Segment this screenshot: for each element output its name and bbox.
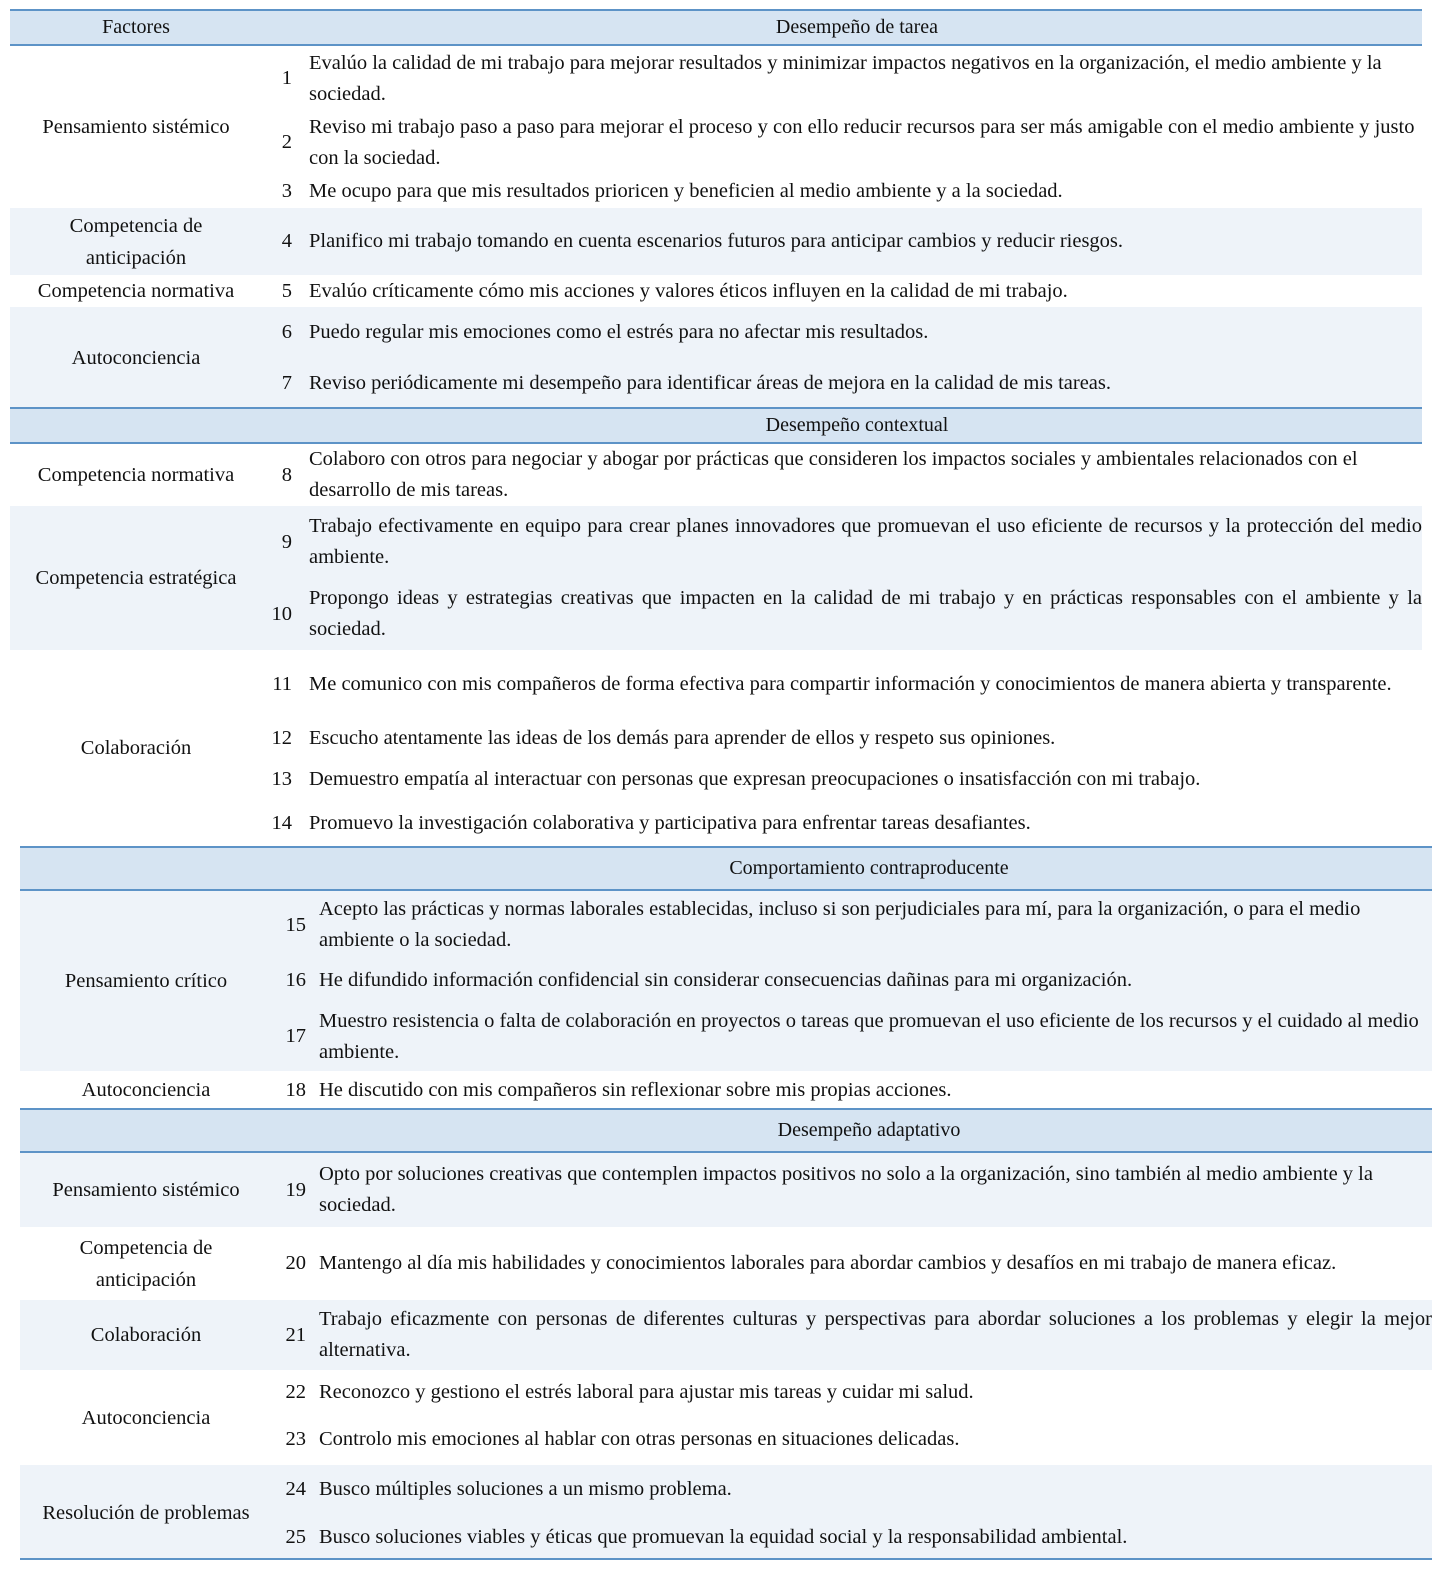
item-number: 25 <box>285 1525 306 1548</box>
item-number: 12 <box>271 726 292 749</box>
factor-label: Competencia de anticipación <box>79 1236 213 1291</box>
factor-label: Colaboración <box>80 737 192 759</box>
item-number: 1 <box>281 67 292 89</box>
item-number: 24 <box>285 1478 306 1500</box>
item-text: Puedo regular mis emociones como el estrés para no afectar mis resultados. <box>309 321 929 343</box>
factor-group-competencia-estrategica <box>10 506 1422 650</box>
item-number: 23 <box>285 1428 306 1450</box>
item-number: 21 <box>285 1323 306 1346</box>
section-title: Desempeño adaptativo <box>777 1119 961 1141</box>
factor-group-competencia-normativa <box>10 275 1422 307</box>
item-text: He difundido información confidencial sin considerar consecuencias dañinas para mi organización. <box>319 969 1133 991</box>
factor-label: Competencia estratégica <box>35 567 237 589</box>
factor-group-autoconciencia <box>10 307 1422 408</box>
item-text: Busco múltiples soluciones a un mismo problema. <box>319 1478 732 1500</box>
item-row <box>272 1514 1432 1560</box>
item-number: 18 <box>285 1078 306 1101</box>
item-row <box>272 1002 1432 1071</box>
item-text: Opto por soluciones creativas que contemplen impactos positivos no solo a la organización, sino también al medio ambiente y la sociedad. <box>319 1163 1373 1216</box>
item-text: Controlo mis emociones al hablar con otras personas en situaciones delicadas. <box>319 1428 960 1450</box>
item-text: Muestro resistencia o falta de colaboración en proyectos o tareas que promuevan el uso eficiente de los recursos y el cuidado al medio ambiente. <box>319 1009 1419 1063</box>
item-row <box>262 758 1422 800</box>
factor-group-autoconciencia <box>20 1370 1432 1465</box>
section-header <box>20 1108 1432 1153</box>
item-text: Trabajo efectivamente en equipo para crear planes innovadores que promuevan el uso eficiente de recursos y la protección del medio ambiente. <box>309 515 1422 568</box>
factors-header: Factores <box>102 16 170 38</box>
item-text: Reviso mi trabajo paso a paso para mejorar el proceso y con ello reducir recursos para ser más amigable con el medio ambiente y justo con la sociedad. <box>309 115 1415 169</box>
factor-label: Autoconciencia <box>81 1406 211 1429</box>
item-number: 19 <box>285 1178 306 1201</box>
item-number: 3 <box>281 179 292 202</box>
item-row <box>262 275 1422 307</box>
factor-group-resolucion-de-problemas <box>20 1465 1432 1560</box>
section-title: Desempeño de tarea <box>775 16 939 38</box>
factor-label: Pensamiento crítico <box>64 970 228 992</box>
item-row <box>262 174 1422 208</box>
item-number: 16 <box>285 969 306 991</box>
item-text: Evalúo críticamente cómo mis acciones y valores éticos influyen en la calidad de mi trabajo. <box>309 279 1068 302</box>
table-bottom-rule <box>20 1558 1432 1560</box>
item-row <box>262 650 1422 718</box>
item-row <box>272 1414 1432 1465</box>
item-row <box>262 46 1422 111</box>
factor-label: Competencia normativa <box>37 464 235 486</box>
factor-label: Competencia normativa <box>37 280 235 302</box>
item-row <box>272 1370 1432 1414</box>
item-row <box>272 1227 1432 1300</box>
item-text: Mantengo al día mis habilidades y conocimientos laborales para abordar cambios y desafíos en mi trabajo de manera eficaz. <box>319 1252 1337 1274</box>
item-row <box>272 1300 1432 1370</box>
factor-group-colaboracion <box>20 1300 1432 1370</box>
section-title: Comportamiento contraproducente <box>729 857 1009 879</box>
item-number: 4 <box>281 230 292 252</box>
item-number: 10 <box>271 602 292 625</box>
item-number: 15 <box>285 913 306 936</box>
item-row <box>262 578 1422 650</box>
item-text: Propongo ideas y estrategias creativas que impacten en la calidad de mi trabajo y en prácticas responsables con el ambiente y la sociedad. <box>309 587 1422 640</box>
factor-label: Autoconciencia <box>81 1079 211 1101</box>
item-row <box>262 718 1422 758</box>
item-text: Reviso periódicamente mi desempeño para identificar áreas de mejora en la calidad de mis tareas. <box>309 371 1112 394</box>
item-text: Promuevo la investigación colaborativa y participativa para enfrentar tareas desafiantes. <box>309 811 1031 834</box>
item-number: 20 <box>285 1252 306 1274</box>
item-text: Trabajo eficazmente con personas de diferentes culturas y perspectivas para abordar soluciones a los problemas y elegir la mejor alternativa. <box>319 1308 1432 1361</box>
item-number: 5 <box>281 279 292 302</box>
section-header <box>20 846 1432 891</box>
item-number: 13 <box>271 767 292 790</box>
item-number: 14 <box>271 811 292 834</box>
item-row <box>272 959 1432 1002</box>
factor-group-pensamiento-sistemico <box>10 46 1422 208</box>
factor-group-autoconciencia <box>20 1071 1432 1109</box>
item-row <box>262 307 1422 358</box>
item-text: Demuestro empatía al interactuar con personas que expresan preocupaciones o insatisfacción con mi trabajo. <box>309 767 1201 790</box>
factor-label: Colaboración <box>90 1324 202 1346</box>
item-number: 6 <box>281 321 292 343</box>
factor-label: Competencia de anticipación <box>69 214 203 269</box>
item-number: 11 <box>272 672 292 695</box>
item-row <box>262 358 1422 408</box>
item-number: 9 <box>281 530 292 553</box>
section-title: Desempeño contextual <box>765 414 949 436</box>
factor-group-competencia-de-anticipacion <box>20 1227 1432 1300</box>
item-text: Evalúo la calidad de mi trabajo para mejorar resultados y minimizar impactos negativos en la organización, el medio ambiente y la sociedad. <box>309 51 1382 105</box>
section-header <box>10 9 1422 46</box>
item-row <box>262 111 1422 174</box>
item-row <box>262 800 1422 846</box>
item-number: 22 <box>285 1380 306 1403</box>
item-number: 17 <box>285 1025 306 1047</box>
item-text: Planifico mi trabajo tomando en cuenta escenarios futuros para anticipar cambios y reducir riesgos. <box>309 230 1124 252</box>
item-row <box>272 891 1432 959</box>
item-text: Me comunico con mis compañeros de forma efectiva para compartir información y conocimientos de manera abierta y transparente. <box>309 672 1392 695</box>
section-header <box>10 407 1422 444</box>
item-text: Colaboro con otros para negociar y abogar por prácticas que consideren los impactos sociales y ambientales relacionados con el desarrollo de mis tareas. <box>309 448 1358 501</box>
item-text: Me ocupo para que mis resultados prioricen y beneficien al medio ambiente y a la sociedad. <box>309 179 1063 202</box>
item-number: 2 <box>281 131 292 153</box>
factor-group-competencia-normativa <box>10 444 1422 506</box>
item-row <box>262 506 1422 578</box>
item-row <box>272 1071 1432 1109</box>
item-row <box>272 1153 1432 1227</box>
item-number: 8 <box>281 463 292 486</box>
item-text: He discutido con mis compañeros sin reflexionar sobre mis propias acciones. <box>319 1078 952 1101</box>
factor-label: Resolución de problemas <box>42 1501 250 1524</box>
item-text: Busco soluciones viables y éticas que promuevan la equidad social y la responsabilidad ambiental. <box>319 1525 1128 1548</box>
factor-group-pensamiento-sistemico <box>20 1153 1432 1227</box>
factor-label: Pensamiento sistémico <box>52 1179 240 1201</box>
item-text: Acepto las prácticas y normas laborales establecidas, incluso si son perjudiciales para mí, para la organización, o para el medio ambiente o la sociedad. <box>319 898 1361 951</box>
item-number: 7 <box>281 371 292 394</box>
item-row <box>272 1465 1432 1514</box>
item-row <box>262 208 1422 275</box>
factor-group-colaboracion <box>10 650 1422 846</box>
factor-group-competencia-de-anticipacion <box>10 208 1422 275</box>
factor-label: Autoconciencia <box>71 346 201 369</box>
item-text: Escucho atentamente las ideas de los demás para aprender de ellos y respeto sus opiniones. <box>309 726 1056 749</box>
item-row <box>262 444 1422 506</box>
factor-group-pensamiento-critico <box>20 891 1432 1071</box>
factor-label: Pensamiento sistémico <box>42 116 230 138</box>
item-text: Reconozco y gestiono el estrés laboral para ajustar mis tareas y cuidar mi salud. <box>319 1380 974 1403</box>
